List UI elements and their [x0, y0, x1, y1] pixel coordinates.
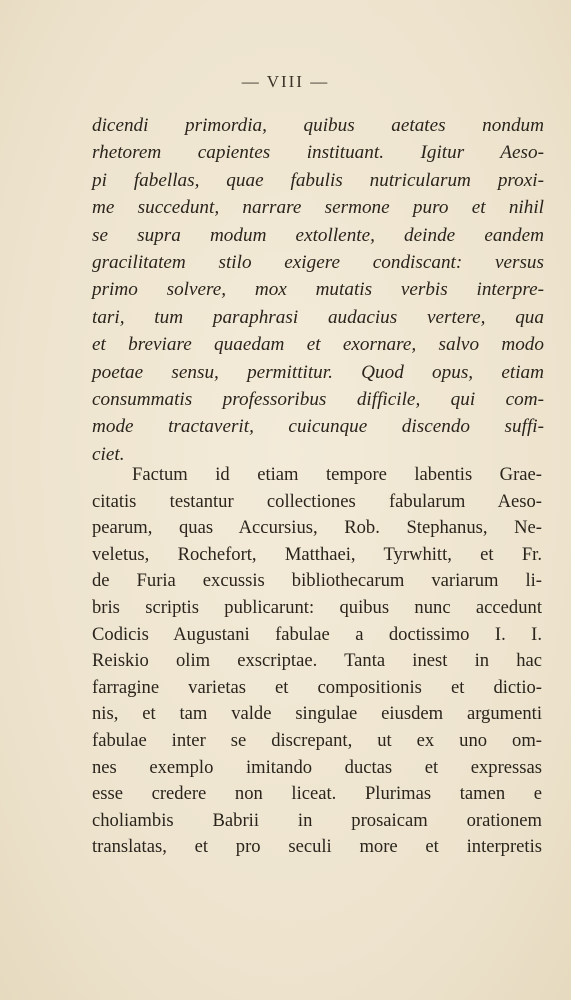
text-line: pearum, quas Accursius, Rob. Stephanus, Ne-	[92, 517, 542, 539]
text-line: citatis testantur collectiones fabularum Aeso-	[92, 490, 542, 512]
italic-paragraph	[92, 112, 544, 468]
text-line: esse credere non liceat. Plurimas tamen e	[92, 783, 542, 805]
text-line: bris scriptis publicarunt: quibus nunc accedunt	[92, 596, 542, 618]
text-line: gracilitatem stilo exigere condiscant: versus	[92, 251, 544, 273]
text-line: et breviare quaedam et exornare, salvo modo	[92, 334, 544, 356]
text-line: choliambis Babrii in prosaicam orationem	[92, 809, 542, 831]
text-line: rhetorem capientes instituant. Igitur Aeso-	[92, 142, 544, 164]
text-line: Codicis Augustani fabulae a doctissimo I. I.	[92, 623, 542, 645]
text-line: mode tractaverit, cuicunque discendo suffi-	[92, 416, 544, 438]
text-line: tari, tum paraphrasi audacius vertere, qua	[92, 306, 544, 328]
text-line: nis, et tam valde singulae eiusdem argumenti	[92, 703, 542, 725]
page-number: — VIII —	[241, 72, 330, 91]
text-line: Reiskio olim exscriptae. Tanta inest in hac	[92, 650, 542, 672]
text-line: consummatis professoribus difficile, qui com-	[92, 388, 544, 410]
text-line: Factum id etiam tempore labentis Grae-	[132, 464, 542, 485]
text-line: translatas, et pro seculi more et interpretis	[92, 836, 542, 858]
text-line: veletus, Rochefort, Matthaei, Tyrwhitt, et Fr.	[92, 543, 542, 565]
text-line: fabulae inter se discrepant, ut ex uno om-	[92, 729, 542, 751]
text-line: de Furia excussis bibliothecarum variarum li-	[92, 570, 542, 592]
text-line: me succedunt, narrare sermone puro et nihil	[92, 197, 544, 219]
text-line: pi fabellas, quae fabulis nutricularum proxi-	[92, 169, 544, 191]
text-line: nes exemplo imitando ductas et expressas	[92, 756, 542, 778]
text-line: farragine varietas et compositionis et dictio-	[92, 676, 542, 698]
text-line: ciet.	[92, 443, 125, 465]
text-line: primo solvere, mox mutatis verbis interpre-	[92, 279, 544, 301]
text-line: se supra modum extollente, deinde eandem	[92, 224, 544, 246]
text-line: poetae sensu, permittitur. Quod opus, etiam	[92, 361, 544, 383]
roman-paragraph	[92, 462, 542, 861]
text-line: dicendi primordia, quibus aetates nondum	[92, 115, 544, 136]
